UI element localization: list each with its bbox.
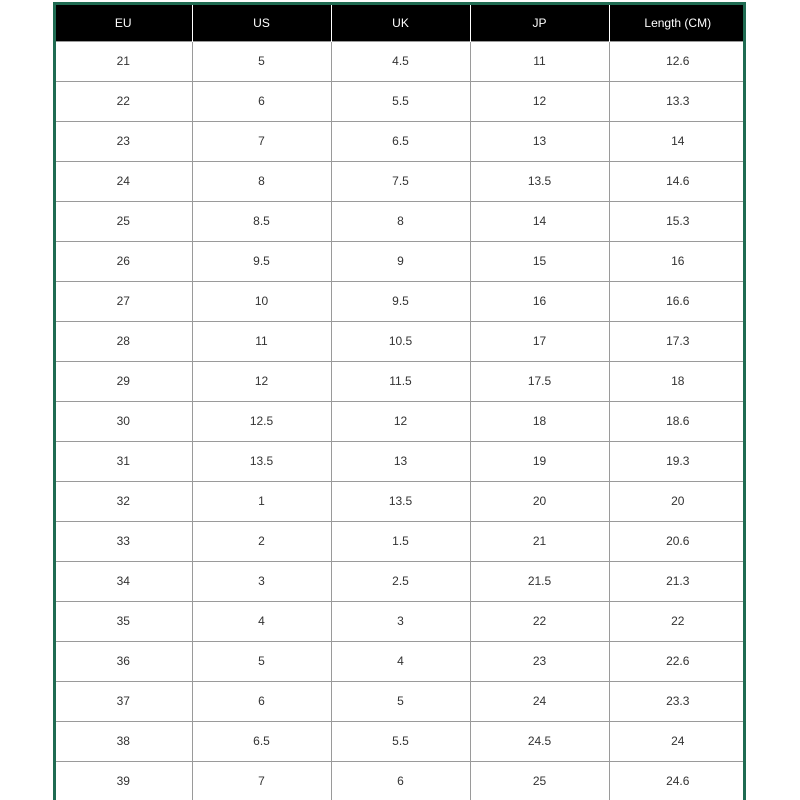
cell-us: 11 xyxy=(192,321,331,361)
cell-us: 7 xyxy=(192,121,331,161)
cell-uk: 1.5 xyxy=(331,521,470,561)
header-uk: UK xyxy=(331,5,470,41)
cell-jp: 17.5 xyxy=(470,361,609,401)
cell-eu: 36 xyxy=(55,641,192,681)
cell-jp: 22 xyxy=(470,601,609,641)
cell-uk: 4.5 xyxy=(331,41,470,81)
table-row xyxy=(55,241,746,281)
cell-us: 12.5 xyxy=(192,401,331,441)
header-us: US xyxy=(192,5,331,41)
cell-jp: 21 xyxy=(470,521,609,561)
cell-jp: 14 xyxy=(470,201,609,241)
table-header xyxy=(55,5,746,41)
cell-length-cm: 14 xyxy=(609,121,746,161)
cell-jp: 17 xyxy=(470,321,609,361)
cell-us: 5 xyxy=(192,641,331,681)
cell-uk: 2.5 xyxy=(331,561,470,601)
cell-us: 8.5 xyxy=(192,201,331,241)
cell-eu: 23 xyxy=(55,121,192,161)
cell-uk: 13.5 xyxy=(331,481,470,521)
cell-us: 7 xyxy=(192,761,331,800)
cell-us: 2 xyxy=(192,521,331,561)
cell-jp: 16 xyxy=(470,281,609,321)
cell-length-cm: 23.3 xyxy=(609,681,746,721)
cell-eu: 37 xyxy=(55,681,192,721)
table-row xyxy=(55,361,746,401)
cell-uk: 4 xyxy=(331,641,470,681)
cell-jp: 19 xyxy=(470,441,609,481)
cell-eu: 21 xyxy=(55,41,192,81)
table-row xyxy=(55,321,746,361)
table-body xyxy=(55,41,746,800)
cell-jp: 24.5 xyxy=(470,721,609,761)
cell-uk: 12 xyxy=(331,401,470,441)
table-row xyxy=(55,561,746,601)
cell-length-cm: 16.6 xyxy=(609,281,746,321)
table-row xyxy=(55,81,746,121)
cell-uk: 7.5 xyxy=(331,161,470,201)
cell-us: 9.5 xyxy=(192,241,331,281)
header-length-cm: Length (CM) xyxy=(609,5,746,41)
cell-us: 6 xyxy=(192,81,331,121)
cell-us: 4 xyxy=(192,601,331,641)
table-row xyxy=(55,721,746,761)
cell-length-cm: 18 xyxy=(609,361,746,401)
cell-length-cm: 15.3 xyxy=(609,201,746,241)
cell-us: 10 xyxy=(192,281,331,321)
cell-uk: 5 xyxy=(331,681,470,721)
cell-length-cm: 19.3 xyxy=(609,441,746,481)
cell-eu: 29 xyxy=(55,361,192,401)
cell-length-cm: 20.6 xyxy=(609,521,746,561)
table-row xyxy=(55,761,746,800)
cell-eu: 30 xyxy=(55,401,192,441)
cell-uk: 10.5 xyxy=(331,321,470,361)
cell-length-cm: 21.3 xyxy=(609,561,746,601)
header-row xyxy=(55,5,746,41)
cell-length-cm: 16 xyxy=(609,241,746,281)
size-chart-frame xyxy=(53,2,746,800)
table-row xyxy=(55,401,746,441)
cell-us: 12 xyxy=(192,361,331,401)
table-row xyxy=(55,201,746,241)
cell-uk: 11.5 xyxy=(331,361,470,401)
cell-eu: 38 xyxy=(55,721,192,761)
cell-us: 6 xyxy=(192,681,331,721)
cell-uk: 5.5 xyxy=(331,81,470,121)
cell-us: 5 xyxy=(192,41,331,81)
cell-jp: 18 xyxy=(470,401,609,441)
cell-eu: 24 xyxy=(55,161,192,201)
cell-length-cm: 22 xyxy=(609,601,746,641)
cell-length-cm: 13.3 xyxy=(609,81,746,121)
cell-eu: 22 xyxy=(55,81,192,121)
cell-jp: 13.5 xyxy=(470,161,609,201)
table-row xyxy=(55,521,746,561)
cell-uk: 6.5 xyxy=(331,121,470,161)
cell-jp: 13 xyxy=(470,121,609,161)
cell-jp: 20 xyxy=(470,481,609,521)
table-row xyxy=(55,281,746,321)
cell-eu: 35 xyxy=(55,601,192,641)
cell-eu: 39 xyxy=(55,761,192,800)
cell-us: 8 xyxy=(192,161,331,201)
cell-uk: 5.5 xyxy=(331,721,470,761)
cell-eu: 31 xyxy=(55,441,192,481)
table-row xyxy=(55,121,746,161)
cell-uk: 6 xyxy=(331,761,470,800)
cell-uk: 13 xyxy=(331,441,470,481)
cell-us: 3 xyxy=(192,561,331,601)
table-row xyxy=(55,601,746,641)
table-row xyxy=(55,641,746,681)
table-row xyxy=(55,441,746,481)
cell-length-cm: 18.6 xyxy=(609,401,746,441)
cell-eu: 28 xyxy=(55,321,192,361)
cell-jp: 15 xyxy=(470,241,609,281)
cell-eu: 27 xyxy=(55,281,192,321)
cell-uk: 9 xyxy=(331,241,470,281)
cell-uk: 8 xyxy=(331,201,470,241)
cell-eu: 25 xyxy=(55,201,192,241)
table-row xyxy=(55,161,746,201)
cell-length-cm: 24 xyxy=(609,721,746,761)
header-jp: JP xyxy=(470,5,609,41)
cell-length-cm: 20 xyxy=(609,481,746,521)
cell-length-cm: 14.6 xyxy=(609,161,746,201)
cell-eu: 33 xyxy=(55,521,192,561)
cell-length-cm: 12.6 xyxy=(609,41,746,81)
cell-jp: 21.5 xyxy=(470,561,609,601)
cell-length-cm: 24.6 xyxy=(609,761,746,800)
cell-uk: 3 xyxy=(331,601,470,641)
cell-jp: 11 xyxy=(470,41,609,81)
cell-us: 1 xyxy=(192,481,331,521)
cell-us: 13.5 xyxy=(192,441,331,481)
table-row xyxy=(55,681,746,721)
size-chart-table xyxy=(55,5,746,800)
cell-eu: 32 xyxy=(55,481,192,521)
header-eu: EU xyxy=(114,15,132,30)
table-row xyxy=(55,481,746,521)
cell-us: 6.5 xyxy=(192,721,331,761)
cell-length-cm: 17.3 xyxy=(609,321,746,361)
cell-length-cm: 22.6 xyxy=(609,641,746,681)
cell-jp: 12 xyxy=(470,81,609,121)
cell-uk: 9.5 xyxy=(331,281,470,321)
cell-jp: 25 xyxy=(470,761,609,800)
cell-jp: 23 xyxy=(470,641,609,681)
cell-eu: 34 xyxy=(55,561,192,601)
cell-eu: 26 xyxy=(55,241,192,281)
cell-jp: 24 xyxy=(470,681,609,721)
table-row xyxy=(55,41,746,81)
